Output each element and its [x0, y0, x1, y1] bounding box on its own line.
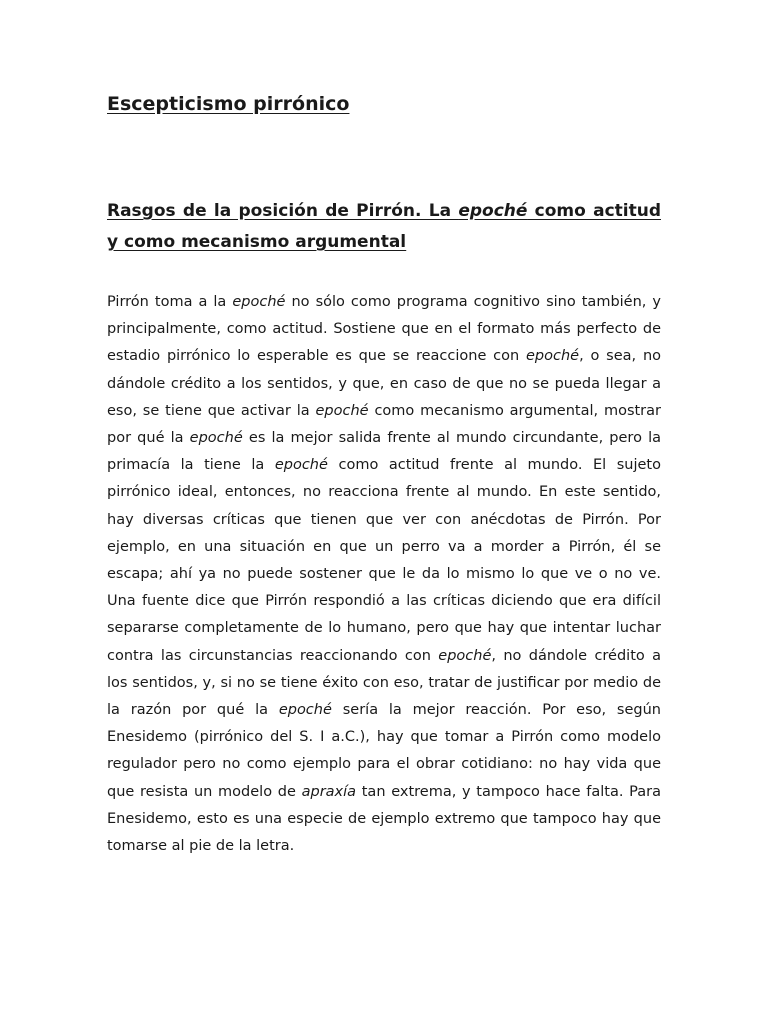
italic-term: epoché: [278, 702, 332, 719]
italic-term: epoché: [526, 348, 580, 365]
section-heading-text: [107, 201, 661, 252]
body-paragraph: [107, 289, 661, 860]
text-run: Pirrón toma a la: [107, 294, 233, 310]
text-run: , no dándole crédito a los sentidos, y, si no se tiene éxito con eso, tratar de justificar por medio de la razón por qué la: [107, 647, 662, 719]
section-heading-part2: como actitud y como mecanismo argumental: [107, 201, 661, 252]
italic-term: epoché: [189, 430, 243, 447]
text-run: es la mejor salida frente al mundo circundante, pero la primacía la tiene la: [107, 430, 661, 474]
section-heading: [107, 196, 661, 258]
italic-term: epoché: [438, 647, 492, 664]
text-run: como mecanismo argumental, mostrar por qué la: [107, 402, 661, 447]
text-run: no sólo como programa cognitivo sino también, y principalmente, como actitud. Sostiene que en el formato más perfecto de estadio pirrónico lo esperable es que se reaccione con: [107, 294, 662, 365]
text-run: como actitud frente al mundo. El sujeto pirrónico ideal, entonces, no reacciona frente al mundo. En este sentido, hay diversas críticas que tienen que ver con anécdotas de Pirrón. Por ejemplo, en una situación en que un perro va a morder a Pirrón, él se escapa; ahí ya no puede sostener que le da lo mismo lo que ve o no ve. Una fuente dice que Pirrón respondió a las críticas diciendo que era difícil separarse completamente de lo humano, pero que hay que intentar luchar contra las circunstancias reaccionando con: [107, 457, 661, 664]
section-heading-part1: Rasgos de la posición de Pirrón. La: [107, 201, 459, 221]
italic-term: epoché: [232, 294, 286, 310]
text-run: , o sea, no dándole crédito a los sentidos, y que, en caso de que no se pueda llegar a eso, se tiene que activar la: [107, 348, 661, 419]
italic-term: apraxía: [301, 783, 357, 800]
text-run: sería la mejor reacción. Por eso, según Enesidemo (pirrónico del S. I a.C.), hay que tomar a Pirrón como modelo regulador pero no como ejemplo para el obrar cotidiano: no hay vida que que resista un modelo de: [107, 702, 661, 800]
italic-term: epoché: [315, 402, 369, 419]
text-run: tan extrema, y tampoco hace falta. Para Enesidemo, esto es una especie de ejemplo extremo que tampoco hay que tomarse al pie de la letra.: [107, 783, 661, 855]
section-heading-italic: epoché: [458, 201, 528, 221]
italic-term: epoché: [274, 457, 328, 474]
document-title: Escepticismo pirrónico: [107, 93, 350, 115]
